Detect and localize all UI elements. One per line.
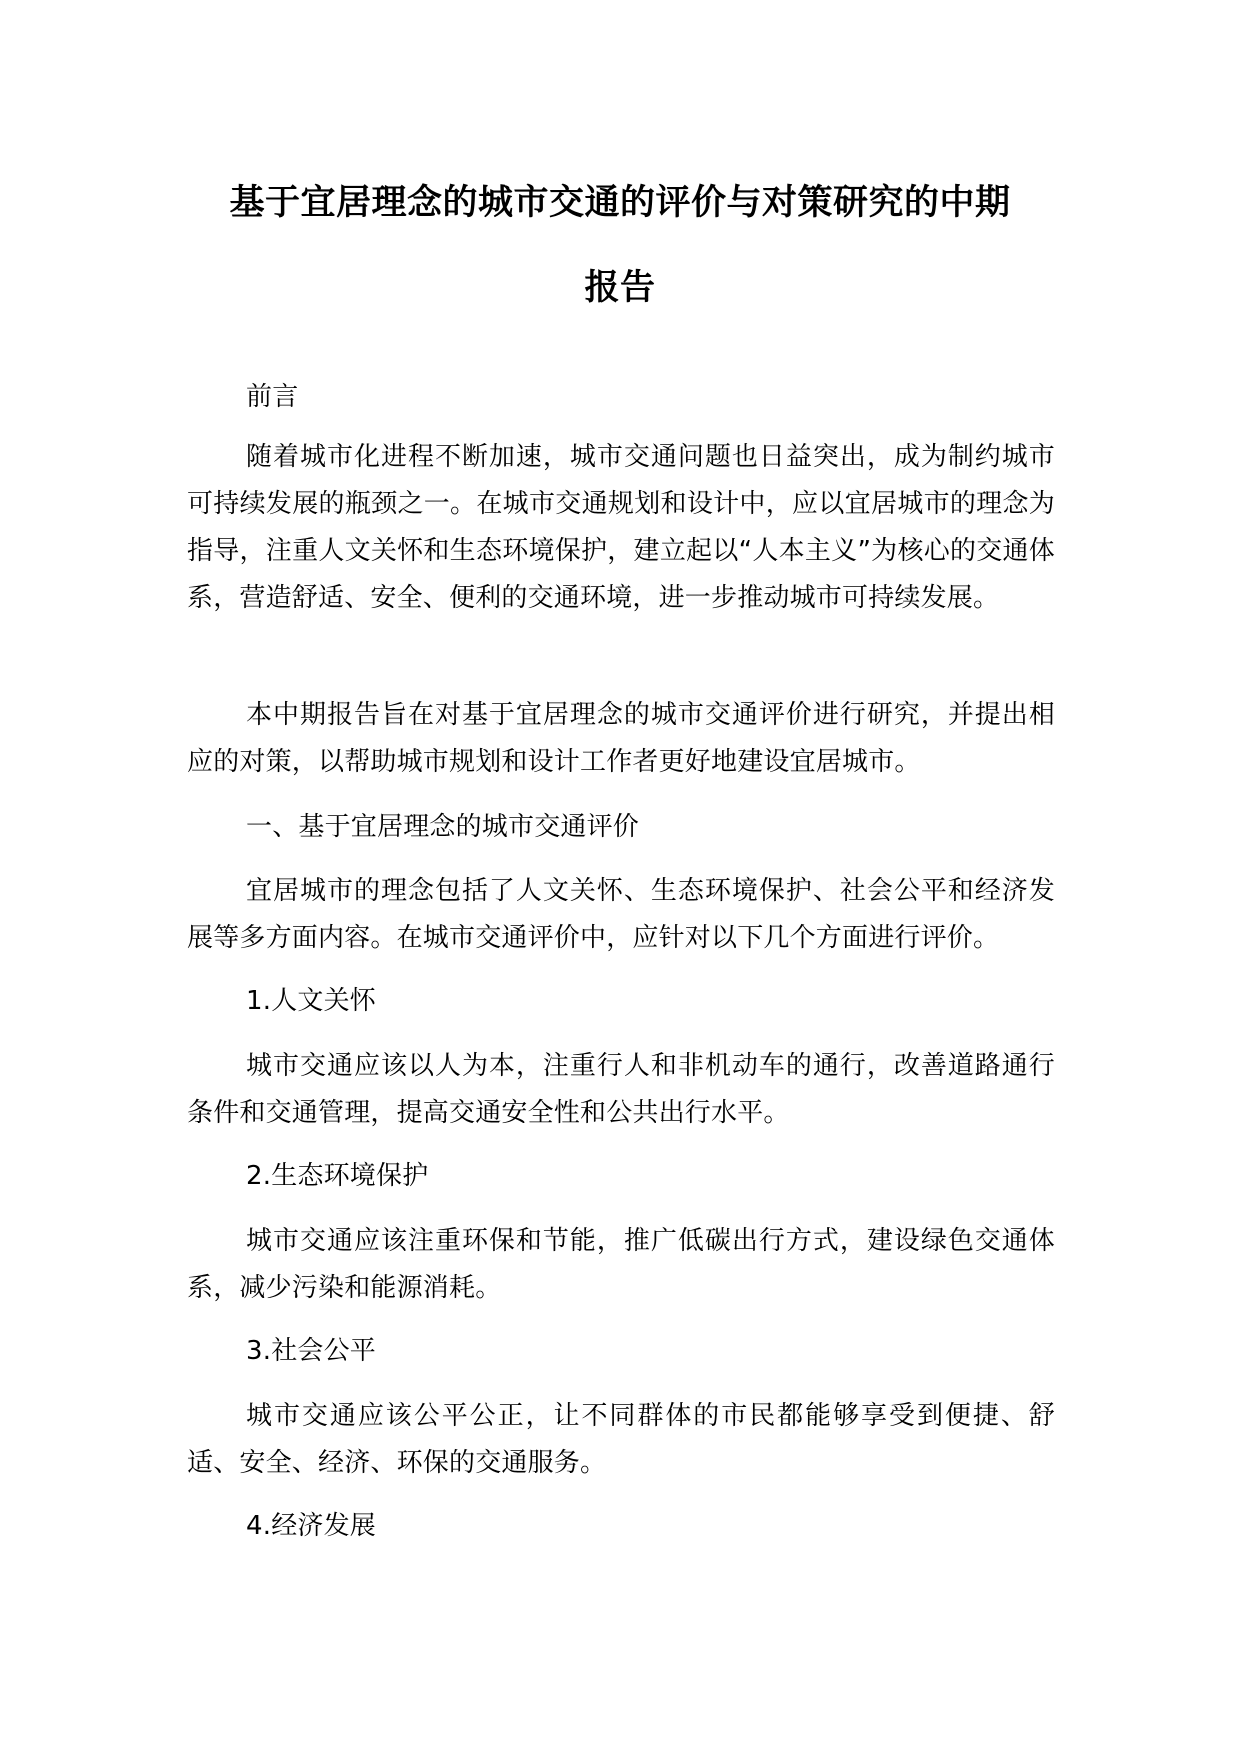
item3-text-block [187, 1393, 1055, 1487]
item1-heading-block [187, 978, 1055, 1025]
document-title-line2: 报告 [584, 268, 656, 308]
document-title-line1: 基于宜居理念的城市交通的评价与对策研究的中期 [229, 183, 1011, 223]
section1-heading: 一、基于宜居理念的城市交通评价 [246, 812, 640, 842]
item3-heading: 3.社会公平 [246, 1336, 377, 1366]
item2-text: 城市交通应该注重环保和节能，推广低碳出行方式，建设绿色交通体系，减少污染和能源消耗。 [187, 1226, 1055, 1303]
preface-paragraph-2-block [187, 692, 1055, 786]
item2-heading-block [187, 1153, 1055, 1200]
preface-paragraph-1-block [187, 434, 1055, 622]
preface-paragraph-1: 随着城市化进程不断加速，城市交通问题也日益突出，成为制约城市可持续发展的瓶颈之一。在城市交通规划和设计中，应以宜居城市的理念为指导，注重人文关怀和生态环境保护，建立起以“人本主义”为核心的交通体系，营造舒适、安全、便利的交通环境，进一步推动城市可持续发展。 [187, 442, 1055, 613]
item3-text: 城市交通应该公平公正，让不同群体的市民都能够享受到便捷、舒适、安全、经济、环保的交通服务。 [187, 1401, 1055, 1478]
item1-text-block [187, 1043, 1055, 1137]
item2-heading: 2.生态环境保护 [246, 1161, 429, 1191]
section1-heading-block [187, 804, 1055, 851]
item1-heading: 1.人文关怀 [246, 986, 377, 1016]
section1-intro: 宜居城市的理念包括了人文关怀、生态环境保护、社会公平和经济发展等多方面内容。在城市交通评价中，应针对以下几个方面进行评价。 [187, 876, 1055, 953]
item4-heading: 4.经济发展 [246, 1511, 377, 1541]
preface-heading-block [187, 374, 1055, 421]
item3-heading-block [187, 1328, 1055, 1375]
item2-text-block [187, 1218, 1055, 1312]
section1-intro-block [187, 868, 1055, 962]
item1-text: 城市交通应该以人为本，注重行人和非机动车的通行，改善道路通行条件和交通管理，提高交通安全性和公共出行水平。 [187, 1051, 1055, 1128]
preface-paragraph-2: 本中期报告旨在对基于宜居理念的城市交通评价进行研究，并提出相应的对策，以帮助城市规划和设计工作者更好地建设宜居城市。 [187, 700, 1055, 777]
preface-heading: 前言 [246, 382, 299, 412]
item4-heading-block [187, 1503, 1055, 1550]
